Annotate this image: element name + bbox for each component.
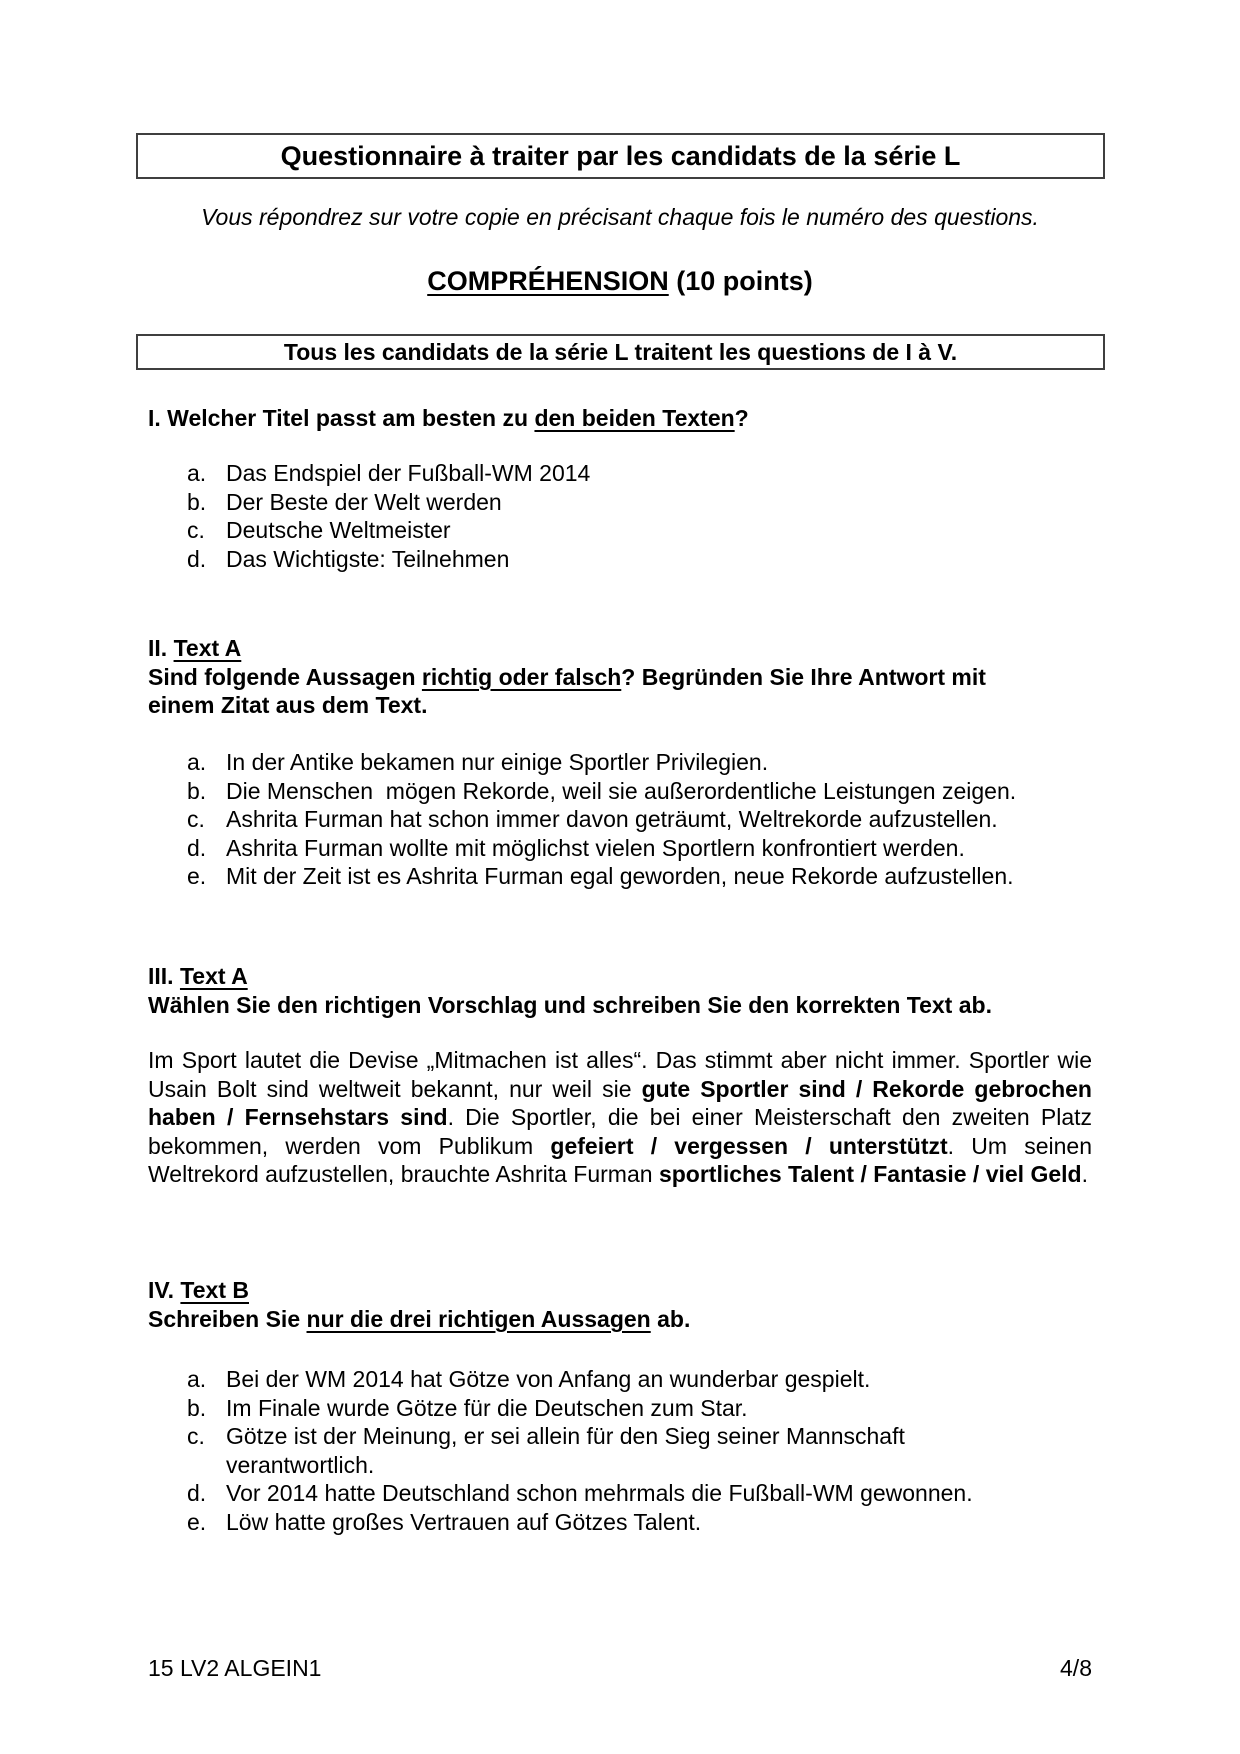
q4-task-prefix: Schreiben Sie [148, 1305, 307, 1332]
instruction-note: Vous répondrez sur votre copie en précisant chaque fois le numéro des questions. [201, 204, 1039, 230]
q1-heading-prefix: I. Welcher Titel passt am besten zu [148, 405, 535, 431]
footer-document-code: 15 LV2 ALGEIN1 [148, 1655, 322, 1681]
q2-task-underlined: richtig oder falsch [421, 663, 622, 690]
option-text: Das Endspiel der Fußball-WM 2014 [226, 460, 591, 486]
option-marker: c. [187, 1423, 205, 1449]
q2-numeral: II. [148, 635, 174, 661]
option-text: Götze ist der Meinung, er sei allein für den Sieg seiner Mannschaft verantwortlich. [226, 1423, 905, 1478]
paragraph-segment-bold: sportliches Talent / Fantasie / viel Geld [658, 1161, 1082, 1187]
q4-source-label: Text B [180, 1277, 249, 1303]
option-text: Im Finale wurde Götze für die Deutschen zum Star. [226, 1394, 748, 1421]
q2-task-suffix: ? Begründen Sie Ihre Antwort mit [621, 663, 986, 690]
option-row [148, 777, 1016, 806]
option-marker: d. [187, 545, 207, 572]
option-marker: d. [187, 1480, 207, 1506]
option-row [148, 862, 1016, 891]
footer [148, 1654, 1092, 1683]
q2-option-list [148, 748, 1016, 891]
q4-task-suffix: ab. [650, 1305, 691, 1332]
option-marker: b. [187, 777, 207, 804]
option-marker: a. [187, 1366, 207, 1392]
paragraph-segment-bold: gute Sportler sind / Rekorde gebrochen haben / Fernsehstars sind [148, 1075, 1092, 1130]
option-marker: b. [187, 488, 207, 515]
option-marker: c. [187, 517, 205, 543]
option-text: Der Beste der Welt werden [226, 488, 502, 515]
option-row [148, 1422, 1046, 1479]
option-text: Mit der Zeit ist es Ashrita Furman egal geworden, neue Rekorde aufzustellen. [226, 863, 1014, 889]
option-marker: e. [187, 1508, 207, 1535]
q4-numeral: IV. [148, 1277, 181, 1303]
series-note: Tous les candidats de la série L traitent les questions de I à V. [283, 338, 958, 365]
option-row [148, 1394, 1046, 1423]
paragraph-segment: Im Sport lautet die Devise „Mitmachen ist alles“. Das stimmt aber nicht immer. Sportler wie Usain Bolt sind weltweit bekannt, nur weil sie [148, 1047, 1092, 1102]
paragraph-segment: . [1081, 1161, 1088, 1187]
points-label: (10 points) [668, 266, 813, 296]
option-marker: b. [187, 1394, 207, 1421]
q4-option-list [148, 1365, 1046, 1536]
option-text: Löw hatte großes Vertrauen auf Götzes Talent. [226, 1508, 702, 1535]
question-3-heading [148, 962, 992, 1019]
option-text: Ashrita Furman hat schon immer davon geträumt, Weltrekorde aufzustellen. [226, 806, 998, 832]
option-row [148, 748, 1016, 777]
option-text: Ashrita Furman wollte mit möglichst vielen Sportlern konfrontiert werden. [226, 834, 965, 861]
q1-heading-underlined: den beiden Texten [534, 405, 735, 431]
option-text: Bei der WM 2014 hat Götze von Anfang an wunderbar gespielt. [226, 1366, 871, 1392]
q3-gap-fill-paragraph [148, 1046, 1092, 1189]
paragraph-segment: . Die Sportler, die bei einer Meisterschaft den zweiten Platz bekommen, werden vom Publikum [148, 1104, 1092, 1159]
option-row [148, 516, 590, 545]
option-marker: a. [187, 460, 207, 486]
paragraph-segment: . Um seinen Weltrekord aufzustellen, brauchte Ashrita Furman [148, 1132, 1092, 1187]
option-row [148, 805, 1016, 834]
comprehension-heading [0, 266, 1240, 297]
exam-title-box [136, 133, 1105, 179]
q2-task-line2: einem Zitat aus dem Text. [148, 692, 428, 718]
q2-task-prefix: Sind folgende Aussagen [148, 663, 422, 690]
option-text: Das Wichtigste: Teilnehmen [226, 545, 510, 572]
question-2-heading [148, 634, 986, 720]
q2-source-label: Text A [173, 635, 242, 661]
paragraph-segment-bold: gefeiert / vergessen / unterstützt [550, 1132, 948, 1159]
option-row [148, 1508, 1046, 1537]
option-text: In der Antike bekamen nur einige Sportler Privilegien. [226, 749, 769, 775]
option-row [148, 459, 590, 488]
option-row [148, 488, 590, 517]
q1-option-list [148, 459, 590, 573]
footer-page-number: 4/8 [1060, 1655, 1092, 1681]
option-row [148, 545, 590, 574]
option-row [148, 1479, 1046, 1508]
option-marker: c. [187, 806, 205, 832]
option-marker: d. [187, 834, 207, 861]
q3-source-label: Text A [179, 963, 248, 989]
q1-heading-suffix: ? [734, 405, 749, 431]
option-text: Deutsche Weltmeister [226, 517, 451, 543]
question-4-heading [148, 1276, 690, 1333]
series-note-box [136, 334, 1105, 370]
option-marker: e. [187, 863, 207, 889]
question-1-heading [148, 404, 749, 433]
q3-task: Wählen Sie den richtigen Vorschlag und schreiben Sie den korrekten Text ab. [148, 991, 992, 1018]
option-row [148, 834, 1016, 863]
q3-numeral: III. [148, 963, 180, 989]
q4-task-underlined: nur die drei richtigen Aussagen [306, 1305, 651, 1332]
option-text: Die Menschen mögen Rekorde, weil sie außerordentliche Leistungen zeigen. [226, 777, 1017, 804]
exam-title: Questionnaire à traiter par les candidats de la série L [280, 141, 961, 171]
comprehension-underlined: COMPRÉHENSION [427, 266, 669, 296]
option-marker: a. [187, 749, 207, 775]
option-text: Vor 2014 hatte Deutschland schon mehrmals die Fußball-WM gewonnen. [226, 1480, 973, 1506]
option-row [148, 1365, 1046, 1394]
